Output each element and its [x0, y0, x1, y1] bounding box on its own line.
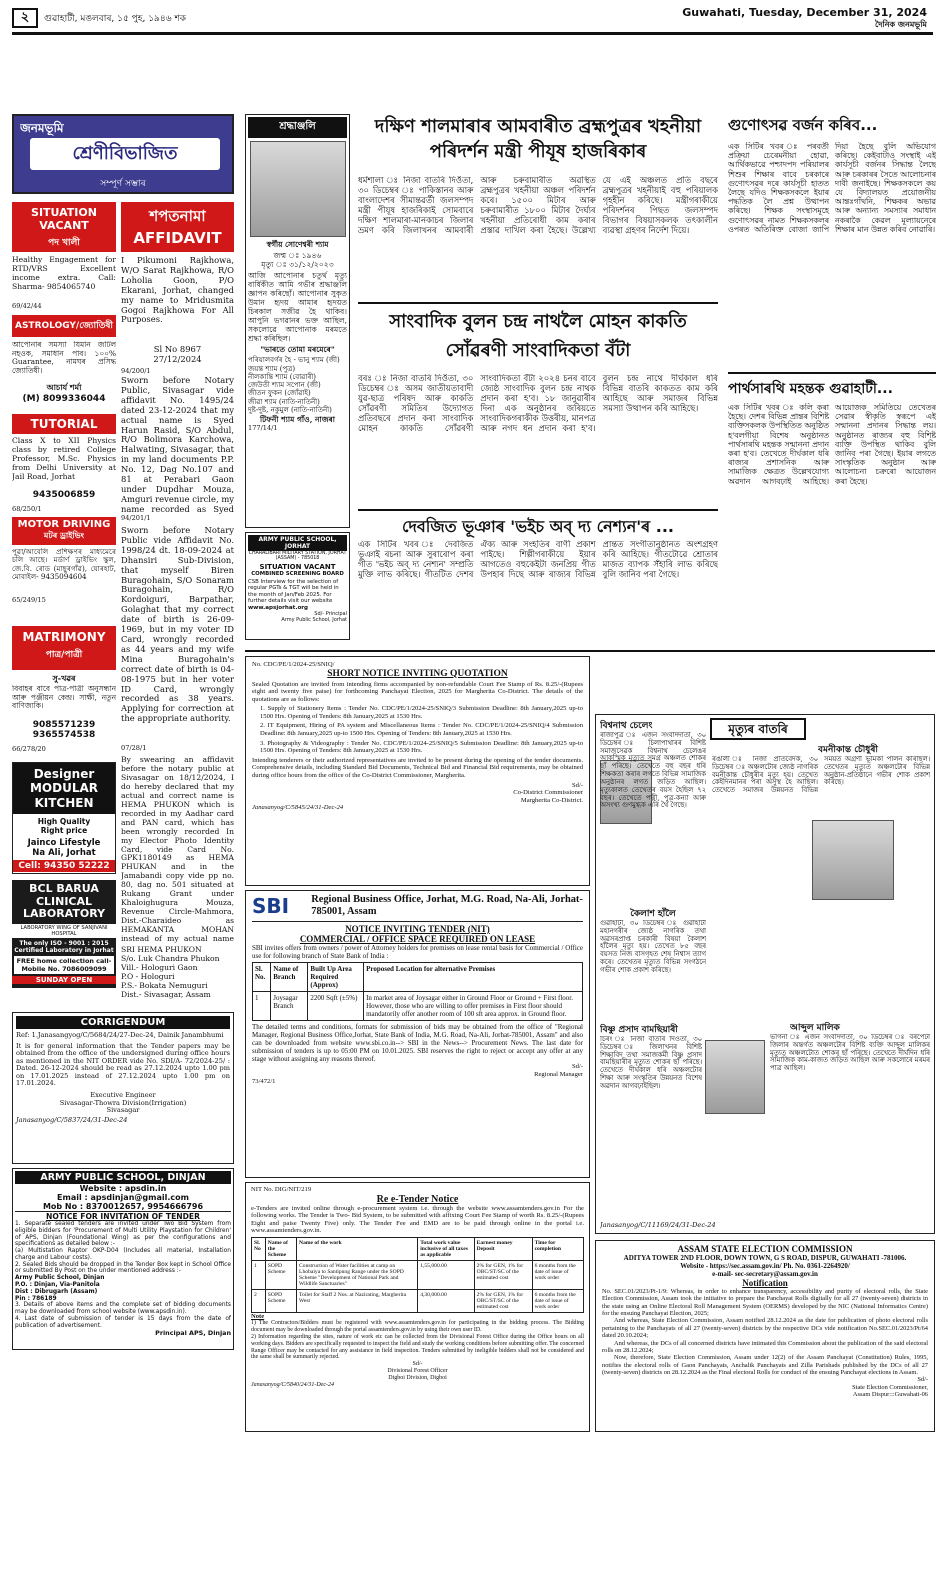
corrigendum-title: CORRIGENDUM — [16, 1016, 230, 1029]
quotation-ref: Janasanyog/C/5845/24/31-Dec-24 — [252, 804, 344, 812]
election-p3: And whereas, the DCs of all concerned districts have intimated this Commission about the publication of the said electoral rolls on 28.12.2024; — [602, 1339, 928, 1354]
quotation-no: No. CDC/PE/1/2024-25/SNIQ/ — [252, 661, 335, 668]
shraddhanjali-quote: "ভাৰতে তোমা মৰমেৰে" — [260, 344, 335, 354]
election-email[interactable]: e-mail- sec-secretary@assam.gov.in — [712, 1270, 818, 1278]
election-p2: And whereas, State Election Commission, Assam notified 28.12.2024 as the date for publication of photo electoral rolls pertaining to the Panchayats of all 27 (twenty-seven) districts by the respective DCs vide notification No.SEC.01/2023/Pt/64 dated 20.10.2024; — [602, 1317, 928, 1340]
classified-banner — [12, 114, 234, 194]
etender-cell: 2% for GEN, 1% for OBC/ST/SC of the estimated cost — [474, 1289, 532, 1312]
sbi-notice — [245, 890, 590, 1178]
etender-note-2: 2) Information regarding the sites, nature of work etc can be collected from the Divisional Forest Office during the Office hours on all working days. Bidders are specifically requested to inspect the field and study the working conditions before submitting offer. The concerned Range Officer may be contacted for any assistance in field inspection. Tenders submitted by ineligible bidders shall not be considered and the same shall be summarily rejected. — [251, 1334, 585, 1361]
astrology-body: আপোনাৰ সমস্যা যিমান জটিল নহওক, সমাধান পাব। ১০০% Guarantee, নামঘৰ প্ৰসিদ্ধ জ্যোতিষী। — [12, 341, 116, 376]
election-notification-title: Notification — [742, 1278, 788, 1288]
tutorial-phone: 9435006859 — [32, 490, 96, 500]
quotation-sign: Sd/- Co-District Commissioner Margherita Co-District. — [513, 781, 583, 804]
news4-body: এক সিটিৰ খবৰ ঃ পৰবৰ্তী প্ৰক্ৰিয়া চেৰেমনীয়া হোৱা, আৰ্থিকভাৱে পশ্চাদপদ পৰিয়ালৰ শিশুৰ শিক্ষাৰ বাবে চৰকাৰে গুণোৎসৱৰ দৰে কাৰ্যসূচী হাতত লৈছে যদিও শিক্ষকসকলে ইয়াৰ পদ্ধতিক লৈ প্ৰশ্ন উত্থাপন কৰিছে। শিক্ষক সংস্থাসমূহে গুণোৎসৱৰ নামত শিক্ষকসকলৰ ওপৰত অতিৰিক্ত বোজা জাপি দিয়া হৈছে বুলি অভিযোগ কৰিছে। কেইবাটাও সংস্থাই এই কাৰ্যসূচী বৰ্জনৰ সিদ্ধান্ত লৈছে আৰু চৰকাৰৰ সৈতে আলোচনাৰ দাবী জনাইছে। শিক্ষকসকলে কয় যে বিদ্যালয়ত প্ৰয়োজনীয় আন্তঃগাঁথনি, শিক্ষকৰ অভাৱ আৰু অন্যান্য সমস্যাৰ সমাধান নকৰাকৈ কেৱল মূল্যায়নেৰে শিক্ষাৰ মান উন্নত কৰিব নোৱাৰি। — [728, 142, 936, 234]
election-address: ADITYA TOWER 2ND FLOOR, DOWN TOWN, G S ROAD, DISPUR, GUWAHATI -781006. — [623, 1254, 907, 1262]
news1-body: ধৰ্মশালা ঃ নিজা বাতৰি দিওঁতা, ৩০ ডিচেম্বৰ ঃ পাকিস্তানৰ আৰু বাংলাদেশৰ সীমান্তৱৰ্তী জলসম্পদ মন্ত্ৰী পীযূষ হাজৰিকাই সোমবাৰে দক্ষিণ শালমাৰা-মানকাচৰ জিলাৰ ভ্ৰমণ কৰি জিলাখনৰ আমবাৰী আৰু চৰুবামাৰীত অৱস্থিত ব্ৰহ্মপুত্ৰৰ খহনীয়া অঞ্চল পৰিদৰ্শন কৰে। ১৫০০ মিটাৰ আৰু চৰুবামাৰীত ১৮০০ মিটাৰ দৈৰ্ঘ্যৰ খহনীয়া প্ৰতিৰোধী কাম কৰাৰ প্ৰস্তাৱ দাখিল কৰা হৈছে। উল্লেখ্য যে এই অঞ্চলত প্ৰতি বছৰে ব্ৰহ্মপুত্ৰৰ খহনীয়াই বহু পৰিয়ালক গৃহহীন কৰিছে। মন্ত্ৰীগৰাকীয়ে পৰিদৰ্শনৰ পিছত জলসম্পদ বিভাগৰ বিষয়াসকলক তৎকালীন ব্যৱস্থা গ্ৰহণৰ নিৰ্দেশ দিয়ে। — [358, 176, 718, 235]
army-dinjan-web: Website : apsdin.in — [79, 1184, 167, 1193]
tutorial-body: Class X to XII Physics class by retired College Professor, M.Sc. Physics from Delhi University at Jail Road, Jorhat — [12, 437, 116, 481]
army-dinjan-address: Army Public School, Dinjan P.O. : Dinjan, Via-Panitola Dist : Dibrugarh (Assam) Pin : 786189 — [15, 1275, 105, 1302]
etender-cell: 4,30,000.00 — [418, 1289, 474, 1312]
matrimony-title: MATRIMONY — [22, 630, 106, 644]
lab-subtitle: LABORATORY WING OF SANJIVANI HOSPITAL — [12, 924, 116, 938]
affidavit-2: Sworn before Notary Public, Sivasagar vide affidavit No. 1495/24 dated 23-12-2024 that my actual name is Syed Harun Rasid, S/O Abdul, R/O Bolimora Karchowa, Halwating, Sivasagar, that in my land documents P.P. No. 12, Dag No.107 and 81 at Perabari Gaon under Dupdhar Mouza, Amguri revenue circle, my name recorded as Syed — [121, 376, 234, 514]
situation-vacant-title: SITUATION VACANT — [31, 206, 97, 232]
shraddhanjali-body: আজি আপোনাৰ চতুৰ্থ মৃত্যু বাৰ্ষিকীত আমি গভীৰ শ্ৰদ্ধাঞ্জলি জ্ঞাপন কৰিছোঁ। আপোনাৰ সুকৃত উমান হৃদয় আমাৰ হৃদয়ত চিৰকাল সজীৱ হৈ থাকিব। আপুনি ভগৱানৰ ভক্ত আছিল, সকলোৱে আপোনাক মৰমতে শ্ৰদ্ধা কৰিছিল। — [248, 270, 347, 343]
date-assamese: গুৱাহাটী, মঙলবাৰ, ১৫ পুহ, ১৯৪৬ শক — [44, 14, 187, 24]
etender-cell: 2% for GEN, 1% for OBC/ST/SC of the estimated cost — [474, 1260, 532, 1289]
lab-open: SUNDAY OPEN — [12, 976, 116, 984]
election-sign: Sd/- State Election Commissioner, Assam Dispur:::Guwahati-06 — [852, 1376, 928, 1399]
classified-subtitle: সম্পূৰ্ণ সম্ভাৰ — [100, 179, 146, 189]
army-dinjan-email: Email : apsdinjan@gmail.com — [57, 1193, 189, 1202]
shraddhanjali-ref: 177/14/1 — [248, 424, 278, 433]
shraddhanjali-name: স্বৰ্গীয় সোণেশ্বৰী শ্যাম — [266, 240, 329, 249]
election-p1: No. SEC.01/2023/Pt-1/9: Whereas, in order to enhance transparency, accessibility and purity of electoral rolls, the State Election Commission, Assam took the initiative to prepare the Panchayat Rolls digitally for all 27 (twenty-seven) districts in the state using an Online Electoral Roll Management System (OERMS) developed by the NIC (National Informatics Centre) for the ensuing Panchayat Election, 2025; — [602, 1288, 928, 1318]
obit-4-body: ৰঙালী ঃ নিজা প্ৰতিবেদক, ৩০ ডিচেম্বৰ ঃ অঞ্চলটোৰ জ্যেষ্ঠ নাগৰিক বমনীকান্ত চৌধুৰীৰ মৃত্যু হয়। তেখেত কেইদিনমানৰ পৰা অসুস্থ হৈ আছিল। তেখেতে সমাজৰ উন্নয়নত বিভিন্ন সময়ত অগ্ৰণী ভূমিকা পালন কৰিছিল। তেখেতৰ মৃত্যুত অঞ্চলটোৰ বিভিন্ন অনুষ্ঠান-প্ৰতিষ্ঠানে গভীৰ শোক প্ৰকাশ কৰিছে। — [712, 756, 930, 795]
shraddhanjali-title: শ্ৰদ্ধাঞ্জলি — [248, 117, 347, 138]
corrigendum-ref: Ref: 1.Janasangyog/C/5684/24/27-Dec-24, Dainik Janambhumi — [16, 1031, 224, 1039]
kitchen-ad — [12, 762, 116, 874]
etender-cell: 1,55,000.00 — [418, 1260, 474, 1289]
shraddhanjali — [245, 114, 350, 528]
army-dinjan-sign: Principal APS, Dinjan — [155, 1328, 231, 1337]
sbi-cell-location: In market area of Joysagar either in Ground Floor or Ground + First floor. However, those who are willing to offer premises in First floor should mandatorily offer another room of 100 sft area approx. in Ground floor. — [364, 992, 583, 1021]
army-jorhat-ad — [245, 532, 350, 640]
tutorial-ref: 68/250/1 — [12, 506, 42, 513]
situation-vacant-ref: 69/42/44 — [12, 303, 42, 310]
etender-title: Re e-Tender Notice — [376, 1193, 459, 1205]
obit-1-name: বিশ্বনাথ চেলেং — [600, 721, 653, 731]
date-english: Guwahati, Tuesday, December 31, 2024 — [682, 6, 927, 19]
kitchen-cell: Cell: 94350 52222 — [13, 860, 115, 872]
news5-body: এক সিটিৰ খবৰ ঃ কলি কৰা হৈছে। দেশৰ বিভিন্ন প্ৰান্তৰ বিশিষ্ট ব্যক্তিসকলক উপস্থিতিত অনুষ্ঠিত হ'বলগীয়া বিশেষ অনুষ্ঠানত পাৰ্থসাৰথি মহন্তক সন্মাননা প্ৰদান কৰা হ'ব। তেখেতে দীৰ্ঘকাল ধৰি ৰাজ্যৰ প্ৰশাসনিক আৰু সামাজিক ক্ষেত্ৰত উল্লেখযোগ্য অৱদান আগবঢ়াই আহিছে। আয়োজক সমিতিয়ে তেখেতৰ সেৱাৰ স্বীকৃতি স্বৰূপে এই সন্মাননা প্ৰদানৰ সিদ্ধান্ত লয়। অনুষ্ঠানত ৰাজ্যৰ বহু বিশিষ্ট ব্যক্তি উপস্থিত থাকিব বুলি জানিব পৰা গৈছে। ইয়াৰ লগতে সাংস্কৃতিক অনুষ্ঠান আৰু আলোচনা চক্ৰৰো আয়োজন কৰা হৈছে। — [728, 403, 936, 486]
etender-col-value: Total work value inclusive of all taxes as applicable — [418, 1237, 474, 1260]
obit-3-name: বিষ্ণু প্ৰসাদ বামছিয়াৰী — [600, 1025, 678, 1035]
tutorial-header: TUTORIAL — [12, 414, 116, 434]
sbi-table — [252, 962, 583, 1021]
etender-col-work: Name of the work — [297, 1237, 418, 1260]
army-jorhat-head2: COMBINED SCREENING BOARD — [251, 571, 344, 577]
shraddhanjali-dates: জন্ম ঃ ১৯৪৬ মৃত্যু ঃ ৩১/১২/২০২৩ — [261, 251, 334, 269]
election-p4: Now, therefore, State Election Commission, Assam under 12(2) of the Assam Panchayat (Constitution) Rules, 1995, notifies the electoral rolls of Gaon Panchayats, Anchalik Panchayats and Zilla Parishads published by the DCs of all 27 (twenty-seven) districts on 28.12.2024 as the Final electoral Rolls for conduct of the ensuing Panchayat elections in Assam. — [602, 1354, 928, 1376]
quotation-notice — [245, 656, 590, 886]
army-jorhat-head: SITUATION VACANT — [259, 563, 336, 571]
shraddhanjali-sign: টিফনী শ্যাম গাঁও, নাজৰা — [259, 415, 336, 425]
classified-title: শ্ৰেণীবিভাজিত — [30, 138, 220, 170]
situation-vacant-sub: পদ খালী — [48, 238, 80, 248]
affidavit-header: শপতনামা AFFIDAVIT — [121, 202, 234, 252]
army-jorhat-sign: Sd/- Principal Army Public School, Jorhat — [281, 610, 347, 623]
quotation-item-1: 1. Supply of Stationery Items : Tender No. CDC/PE/1/2024-25/SNIQ/3 Submission Deadline: 8th January,2025 up-to 1500 Hrs. Opening of Tenders: 8th January,2025 at 1530 Hrs. — [260, 705, 583, 720]
election-title: ASSAM STATE ELECTION COMMISSION — [677, 1244, 853, 1254]
table-row — [253, 992, 583, 1021]
news2-divider — [358, 509, 718, 511]
affidavit-1: I Pikumoni Rajkhowa, W/O Sarat Rajkhowa, R/O Loholia Goon, P/O Ekarani, Jorhat, changed my name to Mridusmita Gogoi Rajkhowa For All Purposes. — [121, 256, 234, 325]
quotation-title: SHORT NOTICE INVITING QUOTATION — [327, 668, 508, 679]
situation-vacant-body: Healthy Engagement for RTD/VRS Excellent income extra. Call: Sharma- 9854065740 — [12, 256, 116, 291]
obit-1-body: ৰাজাপুত্ৰ ঃ এজন সংবাদদাতা, ৩০ ডিচেম্বৰ ঃ চিলাপাথাৰৰ বিশিষ্ট সমাজসেৱক বিশ্বনাথ চেলেঙৰ আকস্মিক মৃত্যুত সমগ্ৰ অঞ্চলত শোকৰ ছাঁ পৰিছে। তেখেতে বহু বছৰ ধৰি শিক্ষকতা কৰাৰ লগতে বিভিন্ন সামাজিক অনুষ্ঠানৰ লগত জড়িত আছিল। মৃত্যুকালত তেখেতৰ বয়স হৈছিল ৭২ বছৰ। তেখেতে পত্নী, পুত্ৰ-কন্যা আৰু অসংখ্য গুণমুগ্ধক এৰি থৈ গৈছে। — [600, 732, 706, 810]
election-web[interactable]: Website - https://sec.assam.gov.in/ Ph. No. 0361-2264920/ — [680, 1262, 850, 1270]
quotation-intro: Sealed Quotation are invited from intending firms accompanied by non-refundable Court Fee Stamp of Rs. 8.25/-(Rupees eight and twenty five paise) for forthcoming Panchayat Election, 2025 for Margherita Co-District. The details of the quotations are as follows: — [252, 680, 583, 703]
table-row — [252, 1260, 584, 1289]
election-notice — [595, 1240, 935, 1432]
etender-notice — [245, 1182, 590, 1432]
obit-4-name: বমনীকান্ত চৌধুৰী — [818, 745, 878, 755]
news3-headline: দেবজিত ভূঞাৰ 'ভইচ অব্ দ্য নেশ্যন'ৰ ... — [401, 517, 674, 536]
army-jorhat-title: ARMY PUBLIC SCHOOL, JORHAT — [248, 535, 347, 551]
obit-2-body: গুৱাহাটী, ৩০ ডিচেম্বৰ ঃ গুৱাহাটী মহানগৰীৰ জ্যেষ্ঠ নাগৰিক তথা অৱসৰপ্ৰাপ্ত চৰকাৰী বিষয়া কৈলাশ হাঁলৈৰ মৃত্যু হয়। তেখেত ৮৫ বছৰ বয়সত নিজ বাসগৃহত শেষ নিশ্বাস ত্যাগ কৰে। তেখেতৰ মৃত্যুত বিভিন্ন সংগঠনে গভীৰ শোক প্ৰকাশ কৰিছে। — [600, 920, 706, 974]
army-dinjan-p1: 1. Separate sealed tenders are invited under Two Bid System from eligible bidders for 'Procurement of Multi Utility Playstation for Children' of APS, Dinjan (Foundational Wing) as per the configurations and specifications as detailed below :- — [15, 1221, 231, 1248]
sbi-header — [252, 894, 583, 922]
obit-3-body: চিৰং ঃ নিজা বাতৰি দিওঁতা, ৩০ ডিচেম্বৰ ঃ জিলাখনৰ বিশিষ্ট শিক্ষাবিদ তথা সমাজকৰ্মী বিষ্ণু প্ৰসাদ বামছিয়াৰীৰ মৃত্যুত শোকৰ ছাঁ পৰিছে। তেখেতে দীৰ্ঘকাল ধৰি অঞ্চলটোৰ শিক্ষা আৰু সংস্কৃতিৰ উন্নয়নত বিশেষ অৱদান আগবঢ়াইছিল। — [600, 1036, 702, 1090]
matrimony-ref: 66/278/20 — [12, 746, 46, 753]
obit-3-photo — [705, 1040, 765, 1114]
army-jorhat-sub: CHARALIBARI MILITARY STATION, JORHAT (ASSAM) - 785018 — [248, 551, 347, 561]
army-dinjan-p4: 4. Last date of submission of tender is 15 days from the date of publication of advertisement. — [15, 1315, 231, 1329]
sbi-intro: SBI invites offers from owners / power of Attorney holders for premises on lease rental basis for Commercial / Office use for following branch of State Bank of India : — [252, 943, 583, 961]
obit-2-name: কৈলাশ হাঁলৈ — [630, 909, 676, 919]
shraddhanjali-family: পৰিয়ালবৰ্গৰ হৈ - ভানু শ্যাম (জী) জয়ন্ত শ্যাম (পুত্ৰ) নীলকান্তি শ্যাম (বোৱাৰী) জেউতী শ্যাম সপোন (জী) জীতন ফুকন (জোঁৱাই) জীৱা শ্যাম (নাতি-নাতিনী) দুষ্ট-দুষ্ট, নকুমুল (নাতি-নাতিনী) — [248, 356, 340, 414]
sbi-sub: COMMERCIAL / OFFICE SPACE REQUIRED ON LEASE — [299, 933, 536, 944]
astrology-phone: (M) 8099336044 — [22, 394, 106, 404]
lab-iso: The only ISO - 9001 : 2015 Certified Laboratory in Jorhat — [14, 939, 114, 954]
news3-body: এক সিটিৰ খবৰ ঃ দেবজিত ভূঞাই ৰচনা আৰু সুৰাৰোপ কৰা গীত 'ভইচ অব্ দ্য নেশ্যন' সম্প্ৰতি মুক্তি লাভ কৰিছে। গীতটিত দেশৰ ঐক্য আৰু সংহতিৰ বাণী প্ৰকাশ পাইছে। শিল্পীগৰাকীয়ে ইয়াৰ আগতেও বহুকেইটা জনপ্ৰিয় গীত উপহাৰ দিছে আৰু ৰাজ্যৰ বিভিন্ন প্ৰান্তত সংগীতানুষ্ঠানত অংশগ্ৰহণ কৰি আহিছে। গীতটোৱে শ্ৰোতাৰ মাজত ব্যাপক সঁহাৰি লাভ কৰিছে বুলি জানিব পৰা গৈছে। — [358, 540, 718, 579]
etender-cell: 6 months from the date of issue of work order — [532, 1260, 583, 1289]
matrimony-sub: পাত্ৰ/পাত্ৰী — [45, 650, 83, 660]
news4-divider — [728, 372, 936, 374]
corrigendum-sign: Executive Engineer Sivasagar-Thowra Division(Irrigation) Sivasagar — [59, 1091, 187, 1115]
motor-ref: 65/249/15 — [12, 597, 46, 604]
sbi-cell-branch: Joysagar Branch — [271, 992, 308, 1021]
sbi-cell-area: 2200 Sqft (±5%) — [308, 992, 364, 1021]
quotation-item-3: 3. Photography & Videography : Tender No. CDC/PE/1/2024-25/SNIQ/5 Submission Deadline: 8th January,2025 up-to 1500 Hrs. Opening of Tenders: 8th January,2025 at 1530 Hrs. — [260, 739, 583, 755]
etender-cell: Toilet for Staff 2 Nos. at Nazirating, Margherita West — [297, 1289, 418, 1312]
sbi-footer: The detailed terms and conditions, formats for submission of bids may be obtained from the office of "Regional Manager, Regional Business Office,Jorhat, State Bank of India, M.G. Road, Na-Ali, Jorhat-785001, Assam" and also can be downloaded from website www.sbi.co.in--> SBI in the News--> Procurement News. The last date for submission of tenders is up to 05:00 PM on 10.01.2025. SBI reserves the right to reject or accept any offer at any stage without assigning any reasons thereof. — [252, 1023, 583, 1064]
lab-home: FREE home collection call- Mobile No. 7086009099 — [14, 956, 114, 974]
etender-cell: 1 — [252, 1260, 266, 1289]
army-jorhat-body: CSB Interview for the selection of regular PGTs & TGT will be held in the month of Jan/Feb 2025. For further details visit our website — [248, 579, 339, 605]
lab-title: BCL BARUA CLINICAL LABORATORY — [22, 882, 106, 921]
army-jorhat-web[interactable]: www.apsjorhat.org — [248, 604, 309, 611]
army-dinjan-title: ARMY PUBLIC SCHOOL, DINJAN — [15, 1171, 231, 1184]
masthead-rule — [12, 32, 933, 35]
affidavit-2-ref: 94/201/1 — [121, 515, 151, 522]
matrimony-body: বিবাহৰ বাবে পাত্ৰ-পাত্ৰী অনুসন্ধান আৰু পঞ্জীয়ন কেন্দ্ৰ। সাক্ষী, নতুন বাণিজ্যকি। — [12, 685, 116, 711]
etender-no: NIT No. DIG/NIT/219 — [251, 1186, 312, 1193]
motor-header — [12, 517, 116, 545]
matrimony-phones: 9085571239 9365574538 — [32, 720, 96, 740]
astrology-header: ASTROLOGY/জ্যোতিষী — [12, 315, 116, 337]
etender-cell: SOPD Scheme — [265, 1289, 296, 1312]
etender-col-scheme: Name of the Scheme — [265, 1237, 296, 1260]
table-row — [253, 963, 583, 992]
etender-cell: Construction of Water facilities at camp on Lhobaiya to Santipung Range under the SOPD Scheme "Development of National Park and Wildlife Sanctuaries" — [297, 1260, 418, 1289]
army-dinjan-mob: Mob No : 8370012657, 9954666796 — [15, 1202, 231, 1212]
corrigendum-body: It is for general information that the Tender papers may be obtained from the office of the undersigned during office hours as mentioned in the NIT ORDER vide No. SDI/A- 72/2024-25/ : Dated. 26-12-2024 should be read as 27.12.2024 upto 1.00 pm on 17.01.2025 instead of 27.12.2024 upto 1.00 pm on 17.01.2024. — [16, 1041, 230, 1088]
quotation-note: Intending tenderers or their authorized representatives are invited to be present during the opening of the tender documents. Comprehensive details, including Standard Bid Documents, Technical Bid and Financial Bid requirements, may be obtained during office hours from the office of the Co-District Commissioner, Margherita. — [252, 756, 583, 779]
obit-5-body: ভগিনা ঃ এজন সংবাদদাতা, ৩০ ডিচেম্বৰ ঃ বৰপেটা জিলাৰ অন্তৰ্গত অঞ্চলটোৰ বিশিষ্ট ব্যক্তি আব্দুল মালিকৰ মৃত্যুত অঞ্চলটোত শোকৰ ছাঁ পৰিছে। তেখেতে দীৰ্ঘদিন ধৰি সামাজিক কাম-কাজত জড়িত আছিল আৰু সকলোৰে মৰমৰ পাত্ৰ আছিল। — [770, 1034, 930, 1073]
portrait-photo — [250, 141, 346, 237]
etender-cell: SOPD Scheme — [265, 1260, 296, 1289]
table-row — [252, 1237, 584, 1260]
corrigendum — [12, 1012, 234, 1164]
classified-brand: জনমভূমি — [20, 121, 64, 135]
astrology-name: আচাৰ্য শৰ্মা — [46, 383, 82, 392]
sbi-col-sl: Sl. No. — [253, 963, 271, 992]
obit-5-name: আব্দুল মালিক — [790, 1023, 840, 1033]
table-row — [252, 1289, 584, 1312]
news1-headline: দক্ষিণ শালমাৰাৰ আমবাৰীত ব্ৰহ্মপুত্ৰৰ খহনীয়া পৰিদৰ্শন মন্ত্ৰী পীযূষ হাজৰিকাৰ — [374, 116, 702, 163]
news2-headline: সাংবাদিক বুলন চন্দ্ৰ নাথলৈ মোহন কাকতি সোঁৱৰণী সাংবাদিকতা বঁটা — [389, 311, 687, 361]
etender-col-emd: Earnest money Deposit — [474, 1237, 532, 1260]
motor-title: MOTOR DRIVING — [17, 519, 111, 530]
affidavit-1-serial: Sl No 8967 27/12/2024 — [153, 345, 202, 364]
page-number: ২ — [12, 8, 38, 28]
affidavit-4-sign: SRI HEMA PHUKON S/o. Luk Chandra Phukon Vill.- Hologuri Gaon P.O - Hologuri P.S.- Bokata Nemuguri Dist.- Sivasagar, Assam — [121, 946, 220, 999]
sbi-logo: SBI — [252, 894, 290, 919]
affidavit-4: By swearing an affidavit before the notary public at Sivasagar on 18/12/2024, I do hereby declared that my actual and correct name is HEMA PHUKON which is recorded in my Aadhar card and PAN card, which has been wrongly recorded In my Elector Photo Identity Card, vide Card No. GPK1180149 as HEMA PHUKAN and in the Jamabandi copy vide pp no. 80, dag no. 501 situated at Rukang Grant under Khaloighugura Mouza, Revenue Circle-Mahmora, Dist.-Charaideo as HEMAKANTA MOHAN instead of my actual name — [121, 756, 234, 944]
motor-sub: মটৰ ড্ৰাইভিং — [43, 531, 85, 540]
situation-vacant-header — [12, 202, 116, 252]
paper-name: দৈনিক জনমভূমি — [875, 20, 927, 29]
lab-ad — [12, 880, 116, 988]
etender-cell: 2 — [252, 1289, 266, 1312]
sbi-cell-sl: 1 — [253, 992, 271, 1021]
etender-col-sl: Sl. No — [252, 1237, 266, 1260]
army-dinjan-p1a: (a) Multistation Raptor OKP-D04 (Includes all material, Installation charge and Labour costs). — [15, 1248, 231, 1261]
sbi-col-location: Proposed Location for alternative Premises — [364, 963, 583, 992]
affidavit-3-ref: 07/28/1 — [121, 745, 147, 752]
etender-sign: Sd/- Divisional Forest Officer Digboi Division, Digboi — [387, 1361, 448, 1381]
motor-body: পুৱা/আবেলি প্ৰশিক্ষণৰ মাধ্যমেৰে চলি আছে। মৰ্ডাৰ্ণ ড্ৰাইভিং স্কুল, জে.বি. ৰোড (মাছুৰগাঁৱ), যোৰহাট, মোবাইল- 9435094604 — [12, 548, 116, 582]
masthead — [12, 6, 933, 30]
etender-note-head: Note — [251, 1312, 265, 1320]
etender-note-1: 1) The Contractors/Bidders must be registered with www.assamtenders.gov.in for participating in the bidding process. The Bidding document may be downloaded through the portal assamtenders.gov.in by using their own user ID. — [251, 1320, 584, 1334]
kitchen-title: Designer MODULAR KITCHEN — [13, 763, 115, 814]
kitchen-name: Jainco Lifestyle Na Ali, Jorhat — [27, 838, 101, 859]
obit-header: মৃত্যুৰ বাতৰি — [710, 718, 806, 740]
etender-cell: 6 months from the date of issue of work order — [532, 1289, 583, 1312]
sbi-ref: 73/472/1 — [252, 1078, 276, 1086]
sbi-office: Regional Business Office, Jorhat, M.G. Road, Na-Ali, Jorhat-785001, Assam — [311, 894, 583, 918]
corrigendum-pub: Janasanyog/C/5837/24/31-Dec-24 — [16, 1115, 128, 1124]
matrimony-header — [12, 626, 116, 670]
obit-ref: Janasanyog/C/11169/24/31-Dec-24 — [600, 1222, 716, 1229]
matrimony-headline: সু-খৱৰ — [52, 674, 76, 683]
quotation-item-2: 2. IT Equipment, Hiring of PA system and Miscellaneous Items : Tender No. CDC/PE/1/2024-25/SNIQ/4 Submission Deadline: 8th January,2025 up-to 1500 Hrs. Opening of Tenders: 8th January,2025 at 1530 Hrs. — [260, 722, 583, 738]
sbi-sign: Sd/- Regional Manager — [534, 1063, 583, 1078]
etender-ref: Janasanyog/C/5840/24/31-Dec-24 — [251, 1381, 334, 1388]
mid-rule — [245, 650, 935, 652]
affidavit-3: Sworn before Notary Public vide Affidavit No. 1998/24 dt. 18-09-2024 at Dhansiri Sub-Division, that myself Biren Buragohain, S/O Sonaram Buragohain, R/O Kordoiguri, Barpathar, Golaghat that my correct date of birth is 26-09-1969, but in my voter ID Card, wrongly recorded as 44 years and my wife Mina Buragohain's correct date of birth is 04-08-1975 but in her voter ID Card, wrongly recorded as 38 years. Applying for correction at the appropriate authority. — [121, 526, 234, 724]
affidavit-1-ref: 94/200/1 — [121, 368, 151, 375]
news4-headline: গুণোৎসৱ বৰ্জন কৰিব... — [728, 116, 878, 134]
etender-intro: e-Tenders are invited online through e-procurement system i.e. through the website www.assamtenders.gov.in For the following works. The Tender is Two- Bid System, to be submitted with affixing Court Fee Stamp of worth Rs. 8.25/-(Rupees Eight and paise Twenty Five) only. The Tender Fee and EMD are to be paid through online in the portal i.e. www.assamtenders.gov.in. — [251, 1204, 584, 1235]
sbi-col-area: Built Up Area Required (Approx) — [308, 963, 364, 992]
news1-divider — [358, 302, 718, 304]
army-dinjan-p2: 2. Sealed Bids should be dropped in the Tender Box kept in School Office or submitted By Post on the under mentioned address :- — [15, 1261, 231, 1275]
army-dinjan-notice — [12, 1168, 234, 1350]
etender-table — [251, 1237, 584, 1313]
army-dinjan-notice-head: NOTICE FOR INVITATION OF TENDER — [46, 1212, 200, 1221]
news2-body: বৰঃ ঃ নিজা বাতৰি দিওঁতা, ৩০ ডিচেম্বৰ ঃ অসম জাতীয়তাবাদী যুৱ-ছাত্ৰ পৰিষদ আৰু কাকতি সোঁৱৰণী সমিতিৰ উদ্যোগত প্ৰতিবছৰে প্ৰদান কৰা সাংবাদিক মোহন কাকতি সোঁৱৰণী সাংবাদিকতা বঁটা ২০২৪ চনৰ বাবে জ্যেষ্ঠ সাংবাদিক বুলন চন্দ্ৰ নাথক প্ৰদান কৰা হ'ব। ১৮ জানুৱাৰীৰ দিনা এক অনুষ্ঠানৰ জৰিয়তে সাংবাদিকগৰাকীক উত্তৰীয়, মানপত্ৰ আৰু নগদ ধন প্ৰদান কৰা হ'ব। বুলন চন্দ্ৰ নাথে দীৰ্ঘকাল ধৰি বিভিন্ন বাতৰি কাকতত কাম কৰি আহিছে আৰু সমাজৰ বিভিন্ন সমস্যা উত্থাপন কৰি আহিছে। — [358, 374, 718, 433]
sbi-nit: NOTICE INVITING TENDER (NIT) — [345, 923, 490, 934]
army-dinjan-p3: 3. Details of above items and the complete set of bidding documents may be downloaded from school website (www.apsdin.in). — [15, 1302, 231, 1316]
etender-col-time: Time for completion — [532, 1237, 583, 1260]
sbi-col-branch: Name of Branch — [271, 963, 308, 992]
kitchen-quality: High Quality Right price — [37, 817, 91, 836]
news5-headline: পাৰ্থসাৰথি মহন্তক গুৱাহাটী... — [728, 381, 893, 397]
